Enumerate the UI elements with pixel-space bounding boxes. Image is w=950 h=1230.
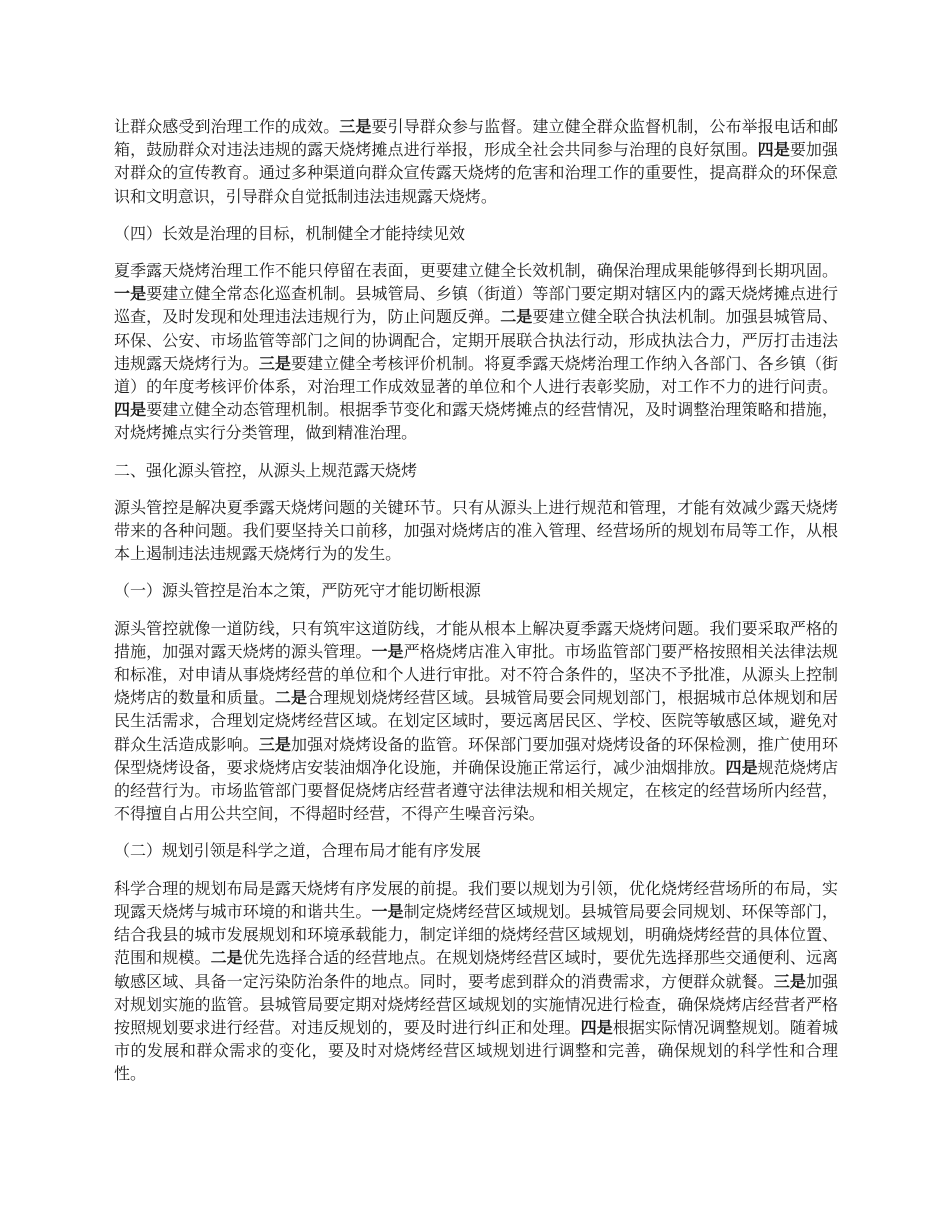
bold-marker: 三是 [258, 353, 292, 373]
bold-marker: 四是 [725, 757, 758, 777]
bold-marker: 一是 [371, 641, 404, 661]
paragraph-long-term-mechanism: 夏季露天烧烤治理工作不能只停留在表面，更要建立健全长效机制，确保治理成果能够得到长期巩固。一是要建立健全常态化巡查机制。县城管局、乡镇（街道）等部门要定期对辖区内的露天烧烤摊点进行巡查，及时发现和处理违法违规行为，防止问题反弹。二是要建立健全联合执法机制。加强县城管局、环保、公安、市场监管等部门之间的协调配合，定期开展联合执法行动，形成执法合力，严厉打击违法违规露天烧烤行为。三是要建立健全考核评价机制。将夏季露天烧烤治理工作纳入各部门、各乡镇（街道）的年度考核评价体系，对治理工作成效显著的单位和个人进行表彰奖励，对工作不力的进行问责。四是要建立健全动态管理机制。根据季节变化和露天烧烤摊点的经营情况，及时调整治理策略和措施，对烧烤摊点实行分类管理，做到精准治理。 [114, 261, 838, 443]
bold-marker: 三是 [258, 734, 292, 754]
bold-marker: 三是 [773, 971, 806, 991]
paragraph-planning: 科学合理的规划布局是露天烧烤有序发展的前提。我们要以规划为引领，优化烧烤经营场所的布局，实现露天烧烤与城市环境的和谐共生。一是制定烧烤经营区域规划。县城管局要会同规划、环保等部门，结合我县的城市发展规划和环境承载能力，制定详细的烧烤经营区域规划，明确烧烤经营的具体位置、范围和规模。二是优先选择合适的经营地点。在规划烧烤经营区域时，要优先选择那些交通便利、远离敏感区域、具备一定污染防治条件的地点。同时，要考虑到群众的消费需求，方便群众就餐。三是加强对规划实施的监管。县城管局要定期对烧烤经营区域规划的实施情况进行检查，确保烧烤店经营者严格按照规划要求进行经营。对违反规划的，要及时进行纠正和处理。四是根据实际情况调整规划。随着城市的发展和群众需求的变化，要及时对烧烤经营区域规划进行调整和完善，确保规划的科学性和合理性。 [114, 878, 839, 1084]
paragraph-source-control: 源头管控就像一道防线，只有筑牢这道防线，才能从根本上解决夏季露天烧烤问题。我们要采取严格的措施，加强对露天烧烤的源头管理。一是严格烧烤店准入审批。市场监管部门要严格按照相关法律法规和标准，对申请从事烧烤经营的单位和个人进行审批。对不符合条件的，坚决不予批准，从源头上控制烧烤店的数量和质量。二是合理规划烧烤经营区域。县城管局要会同规划部门，根据城市总体规划和居民生活需求，合理划定烧烤经营区域。在划定区域时，要远离居民区、学校、医院等敏感区域，避免对群众生活造成影响。三是加强对烧烤设备的监管。环保部门要加强对烧烤设备的环保检测，推广使用环保型烧烤设备，要求烧烤店安装油烟净化设施，并确保设施正常运行，减少油烟排放。四是规范烧烤店的经营行为。市场监管部门要督促烧烤店经营者遵守法律法规和相关规定，在核定的经营场所内经营，不得擅自占用公共空间，不得超时经营，不得产生噪音污染。 [114, 618, 838, 824]
subheading-source-control: （一）源头管控是治本之策，严防死守才能切断根源 [114, 581, 481, 601]
bold-marker: 二是 [500, 307, 533, 327]
bold-marker: 一是 [114, 284, 147, 304]
subheading-long-term-mechanism: （四）长效是治理的目标，机制健全才能持续见效 [114, 223, 465, 243]
bold-marker: 四是 [580, 1017, 613, 1037]
section-heading-source-control: 二、强化源头管控，从源头上规范露天烧烤 [114, 460, 418, 480]
bold-marker: 二是 [210, 948, 243, 968]
bold-marker: 三是 [339, 117, 372, 136]
paragraph-public-engagement: 让群众感受到治理工作的成效。三是要引导群众参与监督。建立健全群众监督机制，公布举报电话和邮箱，鼓励群众对违法违规的露天烧烤摊点进行举报，形成全社会共同参与治理的良好氛围。四是要加强对群众的宣传教育。通过多种渠道向群众宣传露天烧烤的危害和治理工作的重要性，提高群众的环保意识和文明意识，引导群众自觉抵制违法违规露天烧烤。 [114, 117, 838, 206]
bold-marker: 四是 [114, 400, 147, 420]
bold-marker: 四是 [757, 140, 790, 160]
bold-marker: 一是 [371, 901, 404, 921]
paragraph-source-control-intro: 源头管控是解决夏季露天烧烤问题的关键环节。只有从源头上进行规范和管理，才能有效减少露天烧烤带来的各种问题。我们要坚持关口前移，加强对烧烤店的准入管理、经营场所的规划布局等工作，从根本上遏制违法违规露天烧烤行为的发生。 [114, 497, 838, 564]
bold-marker: 二是 [274, 688, 308, 708]
subheading-planning: （二）规划引领是科学之道，合理布局才能有序发展 [114, 841, 481, 861]
